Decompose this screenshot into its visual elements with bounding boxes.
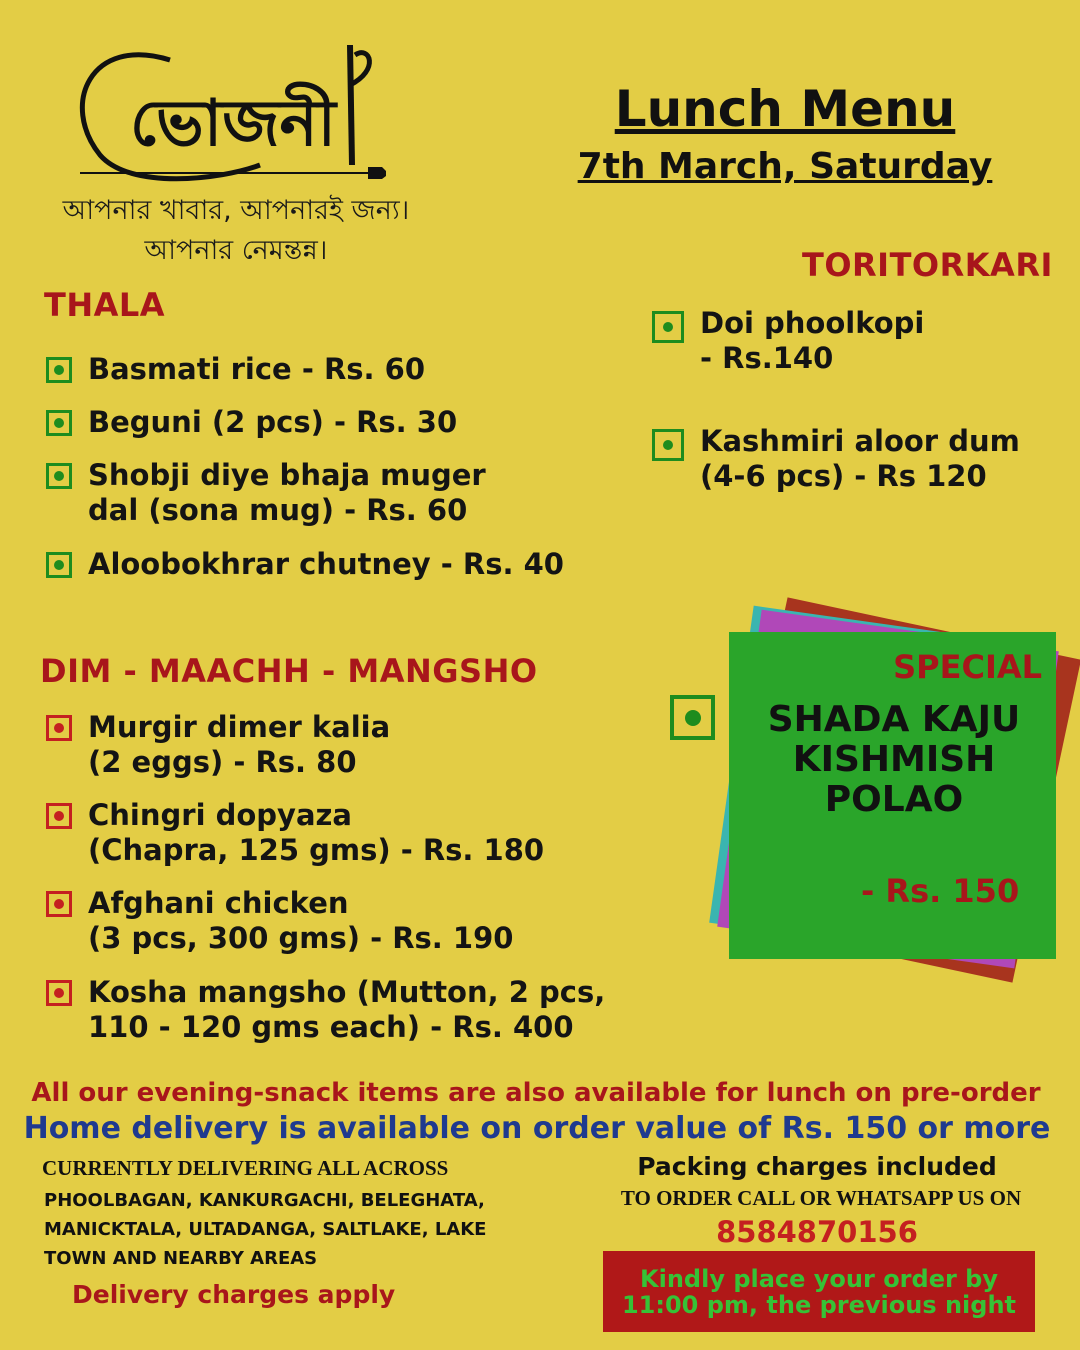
preorder-note: All our evening-snack items are also available for lunch on pre-order (31, 1078, 1041, 1108)
menu-item-line1: Aloobokhrar chutney - Rs. 40 (88, 547, 564, 581)
veg-mark-icon (46, 552, 72, 578)
section-heading-thala: THALA (44, 286, 166, 324)
special-name-line3: POLAO (824, 779, 964, 820)
menu-item-line1: Kosha mangsho (Mutton, 2 pcs, (88, 975, 606, 1009)
menu-item-line1: Beguni (2 pcs) - Rs. 30 (88, 405, 458, 439)
veg-mark-icon (46, 410, 72, 436)
menu-item (46, 405, 457, 440)
menu-item-line1: Doi phoolkopi (700, 306, 925, 340)
areas-line: PHOOLBAGAN, KANKURGACHI, BELEGHATA, (44, 1190, 485, 1211)
special-label: SPECIAL (893, 648, 1042, 686)
veg-mark-icon (670, 695, 715, 740)
page-title: Lunch Menu (614, 80, 956, 138)
veg-mark-icon (46, 463, 72, 489)
menu-item-line2: dal (sona mug) - Rs. 60 (88, 493, 468, 527)
menu-item (46, 352, 425, 387)
phone-number[interactable]: 8584870156 (716, 1215, 918, 1249)
packing-note: Packing charges included (637, 1152, 997, 1181)
veg-mark-icon (652, 311, 684, 343)
delivery-note: Home delivery is available on order value of Rs. 150 or more (23, 1111, 1051, 1146)
menu-item-line2: (3 pcs, 300 gms) - Rs. 190 (88, 921, 514, 955)
menu-item-line2: (Chapra, 125 gms) - Rs. 180 (88, 833, 545, 867)
veg-mark-icon (652, 429, 684, 461)
menu-item-line2: 110 - 120 gms each) - Rs. 400 (88, 1010, 574, 1044)
nonveg-mark-icon (46, 980, 72, 1006)
menu-date: 7th March, Saturday (577, 146, 993, 187)
areas-line: MANICKTALA, ULTADANGA, SALTLAKE, LAKE (44, 1219, 487, 1240)
order-contact-note: TO ORDER CALL OR WHATSAPP US ON (620, 1186, 1022, 1210)
logo (20, 15, 440, 275)
nonveg-mark-icon (46, 715, 72, 741)
menu-item (46, 710, 390, 780)
nonveg-mark-icon (46, 891, 72, 917)
menu-item (46, 975, 605, 1045)
menu-item-line2: - Rs.140 (700, 341, 834, 375)
special-price: - Rs. 150 (861, 872, 1020, 910)
section-heading-toritorkari: TORITORKARI (802, 246, 1053, 284)
areas-line: TOWN AND NEARBY AREAS (44, 1248, 318, 1269)
menu-item (652, 306, 924, 376)
menu-item-line1: Murgir dimer kalia (88, 710, 391, 744)
areas-list (44, 1186, 486, 1273)
menu-item-line1: Basmati rice - Rs. 60 (88, 352, 426, 386)
order-deadline-line1: Kindly place your order by (640, 1264, 998, 1293)
menu-item (46, 886, 513, 956)
menu-item (46, 798, 544, 868)
order-deadline-banner (603, 1251, 1035, 1332)
menu-item (46, 547, 564, 582)
logo-tagline-line1: আপনার খাবার, আপনারই জন্য। (62, 195, 410, 226)
menu-item-line2: (4-6 pcs) - Rs 120 (700, 459, 987, 493)
special-card (729, 632, 1056, 959)
special-name-line1: SHADA KAJU (767, 699, 1021, 740)
menu-item (46, 458, 486, 528)
special-name-line2: KISHMISH (792, 739, 996, 780)
delivery-charges-note: Delivery charges apply (72, 1280, 396, 1309)
order-deadline-line2: 11:00 pm, the previous night (621, 1290, 1017, 1319)
menu-item-line2: (2 eggs) - Rs. 80 (88, 745, 357, 779)
nonveg-mark-icon (46, 803, 72, 829)
menu-item (652, 424, 1020, 494)
menu-item-line1: Chingri dopyaza (88, 798, 352, 832)
logo-wordmark: ভোজনী (130, 86, 336, 161)
menu-item-line1: Kashmiri aloor dum (700, 424, 1020, 458)
logo-tagline-line2: আপনার নেমন্তন্ন। (144, 235, 328, 266)
areas-heading: CURRENTLY DELIVERING ALL ACROSS (42, 1156, 449, 1180)
section-heading-dim-maachh-mangsho: DIM - MAACHH - MANGSHO (40, 652, 538, 690)
menu-item-line1: Afghani chicken (88, 886, 349, 920)
menu-item-line1: Shobji diye bhaja muger (88, 458, 486, 492)
special-name (729, 700, 1059, 820)
veg-mark-icon (46, 357, 72, 383)
